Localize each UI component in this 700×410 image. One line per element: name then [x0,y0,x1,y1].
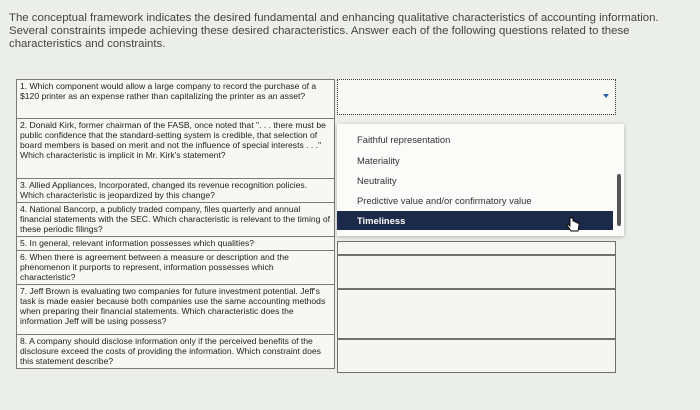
chevron-down-icon[interactable] [603,94,609,98]
answer-dropdown-1[interactable] [337,79,616,115]
option-materiality[interactable]: Materiality [357,155,400,166]
option-neutrality[interactable]: Neutrality [357,175,397,186]
question-8: 8. A company should disclose information only if the perceived benefits of the disclosure exceed the costs of providing the information. Which constraint does this statement describe? [17,335,335,369]
question-5: 5. In general, relevant information possesses which qualities? [17,237,335,251]
instructions-text: The conceptual framework indicates the desired fundamental and enhancing qualitative characteristics of accounting information. Several constraints impede achieving these desired characteristics. Answer each of the following questions related to these characteristics and constraints. [9,12,659,50]
option-timeliness[interactable]: Timeliness [337,211,613,230]
question-1: 1. Which component would allow a large company to record the purchase of a $120 printer as an expense rather than capitalizing the printer as an asset? [17,80,335,119]
answer-dropdown-7[interactable] [337,289,616,339]
hand-cursor-icon [564,216,582,234]
answer-dropdown-5[interactable] [337,241,616,255]
option-predictive-value[interactable]: Predictive value and/or confirmatory value [357,195,532,206]
question-2: 2. Donald Kirk, former chairman of the FASB, once noted that ". . . there must be public confidence that the standard-setting system is credible, that selection of board members is based on merit and not the influence of special interests . . ." Which characteristic is implicit in Mr. Kirk's statement? [17,119,335,179]
question-4: 4. National Bancorp, a publicly traded company, files quarterly and annual financial statements with the SEC. Which characteristic is relevant to the timing of these periodic filings? [17,203,335,237]
answer-dropdown-6[interactable] [337,255,616,289]
question-7: 7. Jeff Brown is evaluating two companies for future investment potential. Jeff's task is made easier because both companies use the same accounting methods when preparing their financial statements. Which characteristic does the information Jeff will be using possess? [17,285,335,335]
question-6: 6. When there is agreement between a measure or description and the phenomenon it purports to represent, information possesses which characteristic? [17,251,335,285]
option-faithful-representation[interactable]: Faithful representation [357,134,451,145]
answer-dropdown-8[interactable] [337,339,616,373]
questions-table [16,79,335,369]
question-3: 3. Allied Appliances, Incorporated, changed its revenue recognition policies. Which characteristic is jeopardized by this change? [17,179,335,203]
menu-scrollbar[interactable] [617,174,621,226]
